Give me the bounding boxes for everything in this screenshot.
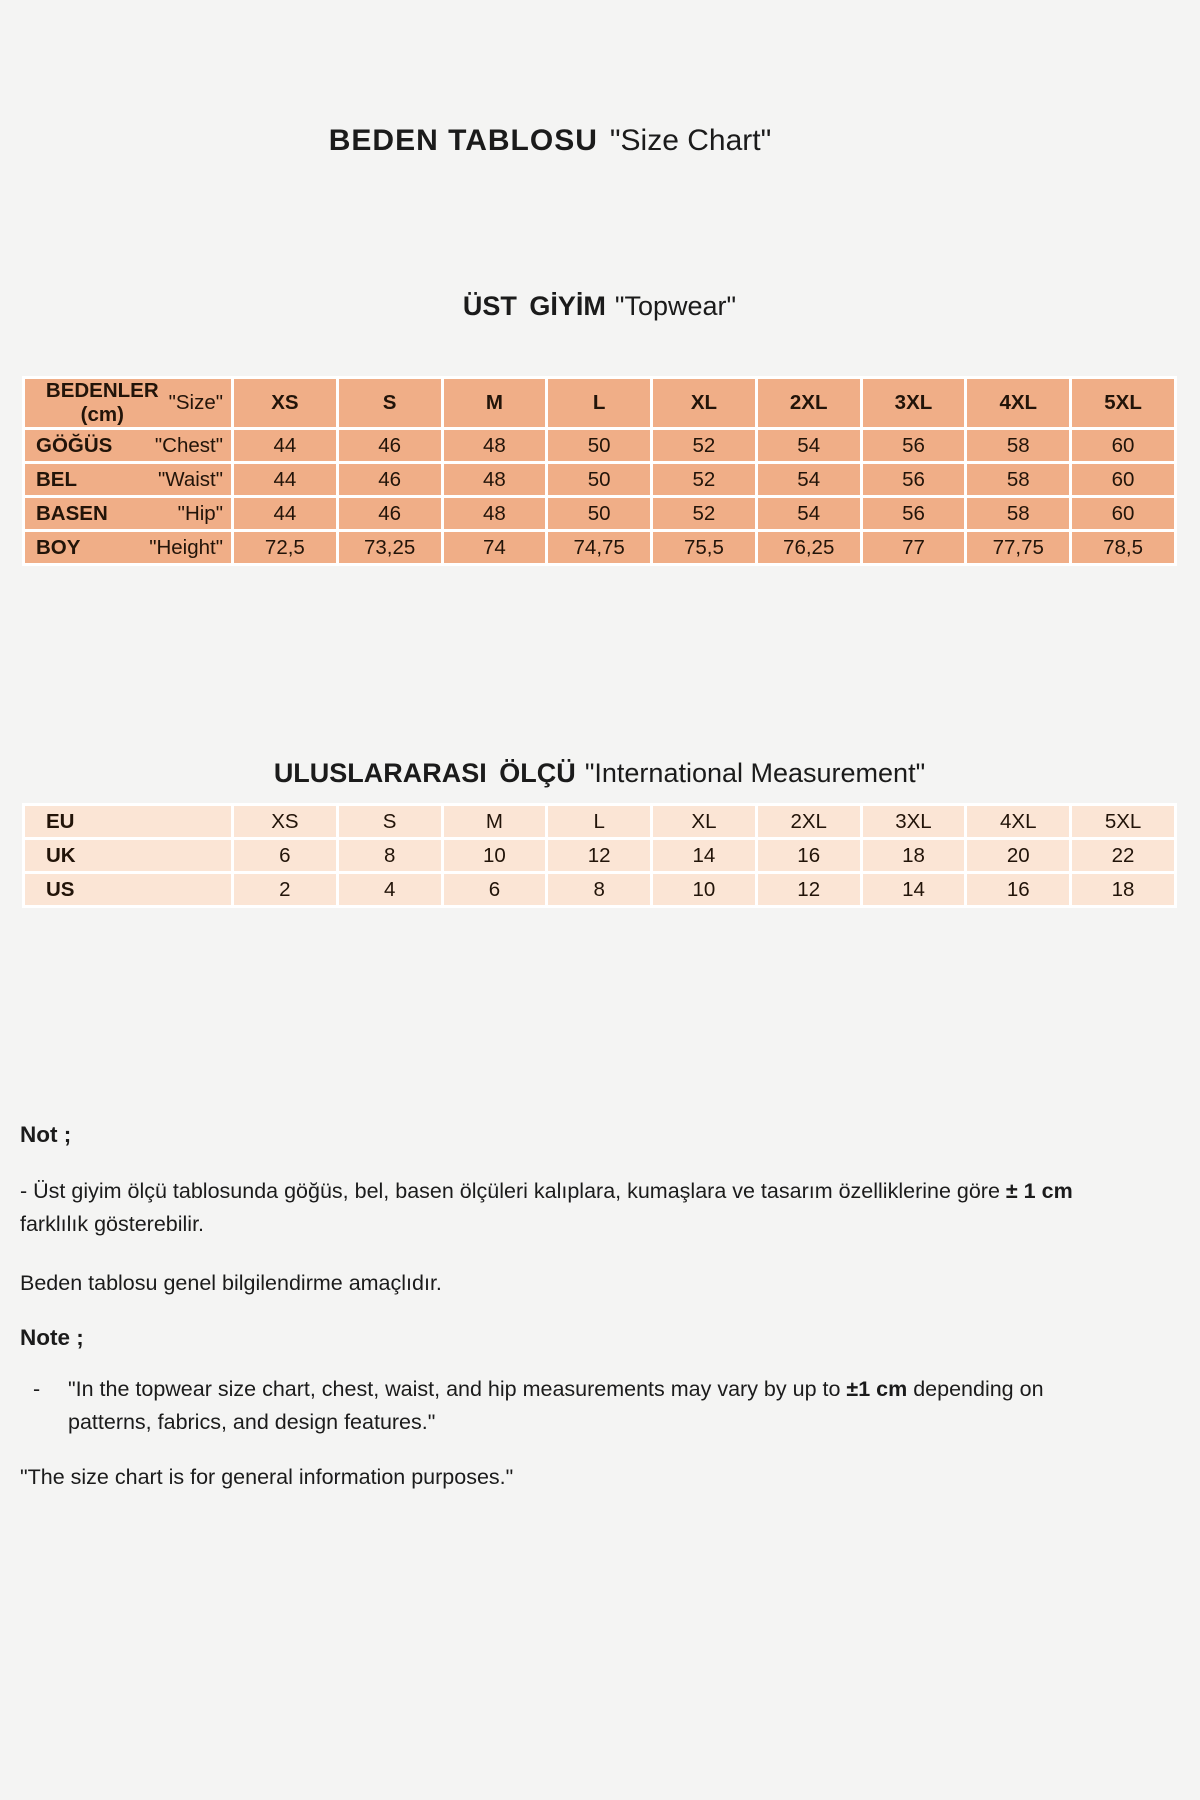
size-header-cell: M (442, 378, 547, 429)
size-header-cell: XS (233, 378, 338, 429)
value-cell: 58 (966, 497, 1071, 531)
value-cell: 8 (547, 873, 652, 907)
value-cell: 46 (337, 497, 442, 531)
value-cell: 72,5 (233, 531, 338, 565)
value-cell: 54 (756, 497, 861, 531)
table-header-row (24, 378, 1176, 429)
row-label-english: "Waist" (157, 467, 223, 491)
topwear-size-table (22, 376, 1177, 566)
value-cell: XL (652, 805, 757, 839)
value-cell: 48 (442, 429, 547, 463)
note-item-english-tail: depending on patterns, fabrics, and design features." (68, 1377, 1044, 1434)
value-cell: 16 (756, 839, 861, 873)
value-cell: 52 (652, 497, 757, 531)
value-cell: S (337, 805, 442, 839)
page-title (50, 124, 1050, 158)
value-cell: 12 (756, 873, 861, 907)
value-cell: 56 (861, 497, 966, 531)
note-item-english (20, 1373, 1125, 1439)
value-cell: 16 (966, 873, 1071, 907)
header-label (25, 379, 231, 427)
row-label-english: "Hip" (177, 501, 223, 525)
value-cell: 60 (1071, 497, 1176, 531)
value-cell: L (547, 805, 652, 839)
topwear-section-heading (22, 291, 1177, 322)
international-heading-turkish: ULUSLARARASI ÖLÇÜ (273, 758, 576, 788)
size-header-cell: 4XL (966, 378, 1071, 429)
row-label-turkish: BASEN (36, 501, 108, 525)
value-cell: 50 (547, 463, 652, 497)
value-cell: 76,25 (756, 531, 861, 565)
page-title-turkish: BEDEN TABLOSU (328, 124, 598, 157)
table-row-uk (24, 839, 1176, 873)
value-cell: 46 (337, 429, 442, 463)
row-label (25, 468, 231, 492)
size-header-cell: XL (652, 378, 757, 429)
value-cell: 4XL (966, 805, 1071, 839)
row-label-turkish: GÖĞÜS (36, 433, 113, 457)
value-cell: 12 (547, 839, 652, 873)
value-cell: 60 (1071, 429, 1176, 463)
header-label-cell (24, 378, 233, 429)
value-cell: 60 (1071, 463, 1176, 497)
table-row-chest (24, 429, 1176, 463)
row-label-cell (24, 463, 233, 497)
table-row-eu (24, 805, 1176, 839)
row-label-cell: EU (24, 805, 233, 839)
row-label-english: "Chest" (154, 433, 223, 457)
value-cell: XS (233, 805, 338, 839)
value-cell: 48 (442, 463, 547, 497)
note-general-english: "The size chart is for general information purposes." (20, 1465, 514, 1489)
value-cell: 14 (861, 873, 966, 907)
value-cell: 50 (547, 497, 652, 531)
value-cell: 78,5 (1071, 531, 1176, 565)
size-header-cell: 3XL (861, 378, 966, 429)
page-title-english: "Size Chart" (609, 124, 772, 157)
size-header-cell: 2XL (756, 378, 861, 429)
international-size-table (22, 803, 1177, 908)
note-item-turkish (20, 1175, 1125, 1241)
size-header-cell: L (547, 378, 652, 429)
international-section-heading (22, 758, 1177, 789)
value-cell: 6 (442, 873, 547, 907)
value-cell: 5XL (1071, 805, 1176, 839)
value-cell: 44 (233, 429, 338, 463)
value-cell: 75,5 (652, 531, 757, 565)
size-header-cell: 5XL (1071, 378, 1176, 429)
note-item-english-pre: "In the topwear size chart, chest, waist, and hip measurements may vary by up to (68, 1377, 847, 1401)
value-cell: 56 (861, 429, 966, 463)
value-cell: 77,75 (966, 531, 1071, 565)
row-label-turkish: BEL (36, 467, 77, 491)
list-dash: - (33, 1377, 41, 1401)
value-cell: 2XL (756, 805, 861, 839)
value-cell: 4 (337, 873, 442, 907)
value-cell: 54 (756, 463, 861, 497)
row-label-cell: UK (24, 839, 233, 873)
table-row-height (24, 531, 1176, 565)
international-heading-english: "International Measurement" (584, 758, 926, 788)
value-cell: 18 (1071, 873, 1176, 907)
table-row-waist (24, 463, 1176, 497)
note-heading-turkish: Not ; (20, 1122, 72, 1147)
topwear-heading-english: "Topwear" (614, 291, 737, 321)
table-row-us (24, 873, 1176, 907)
table-row-hip (24, 497, 1176, 531)
note-item-turkish-bold: ± 1 cm (1005, 1179, 1073, 1203)
value-cell: 22 (1071, 839, 1176, 873)
row-label-cell (24, 497, 233, 531)
note-item-turkish-text: - Üst giyim ölçü tablosunda göğüs, bel, basen ölçüleri kalıplara, kumaşlara ve tasarım özelliklerine göre (20, 1179, 1006, 1203)
row-label-turkish: BOY (36, 535, 81, 559)
value-cell: 58 (966, 429, 1071, 463)
row-label-cell (24, 429, 233, 463)
value-cell: 52 (652, 429, 757, 463)
size-header-cell: S (337, 378, 442, 429)
note-item-english-bold: ±1 cm (846, 1377, 908, 1401)
value-cell: 20 (966, 839, 1071, 873)
value-cell: 54 (756, 429, 861, 463)
row-label-english: "Height" (149, 535, 223, 559)
value-cell: 74 (442, 531, 547, 565)
value-cell: 44 (233, 497, 338, 531)
row-label (25, 536, 231, 560)
value-cell: 58 (966, 463, 1071, 497)
value-cell: 50 (547, 429, 652, 463)
value-cell: 74,75 (547, 531, 652, 565)
row-label-cell: US (24, 873, 233, 907)
row-label (25, 502, 231, 526)
topwear-heading-turkish: ÜST GİYİM (462, 291, 606, 321)
value-cell: 2 (233, 873, 338, 907)
row-label (25, 434, 231, 458)
note-item-turkish-tail: farklılık gösterebilir. (20, 1212, 205, 1236)
note-heading-english: Note ; (20, 1325, 84, 1350)
value-cell: M (442, 805, 547, 839)
header-label-english: "Size" (168, 391, 223, 414)
value-cell: 14 (652, 839, 757, 873)
header-label-turkish: BEDENLER (cm) (45, 379, 159, 426)
value-cell: 52 (652, 463, 757, 497)
value-cell: 56 (861, 463, 966, 497)
value-cell: 18 (861, 839, 966, 873)
value-cell: 77 (861, 531, 966, 565)
value-cell: 44 (233, 463, 338, 497)
row-label-cell (24, 531, 233, 565)
value-cell: 48 (442, 497, 547, 531)
note-general-turkish: Beden tablosu genel bilgilendirme amaçlıdır. (20, 1271, 442, 1295)
value-cell: 46 (337, 463, 442, 497)
value-cell: 3XL (861, 805, 966, 839)
value-cell: 73,25 (337, 531, 442, 565)
value-cell: 8 (337, 839, 442, 873)
note-item-english-text (68, 1373, 1125, 1439)
value-cell: 10 (652, 873, 757, 907)
value-cell: 6 (233, 839, 338, 873)
value-cell: 10 (442, 839, 547, 873)
